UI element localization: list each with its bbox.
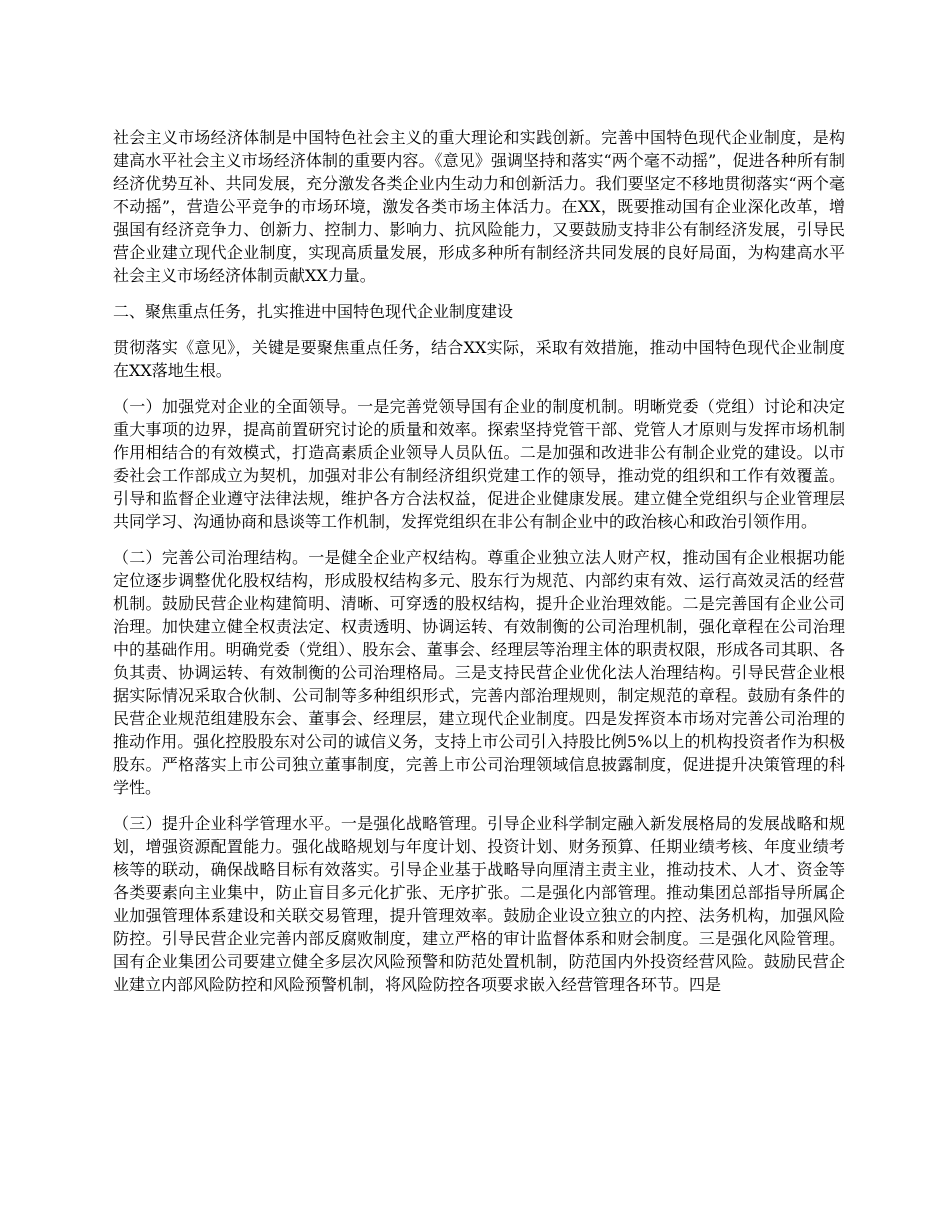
corporate-governance-paragraph: （二）完善公司治理结构。一是健全企业产权结构。尊重企业独立法人财产权，推动国有企业根据功能定位逐步调整优化股权结构，形成股权结构多元、股东行为规范、内部约束有效、运行高效灵活的经营机制。鼓励民营企业构建简明、清晰、可穿透的股权结构，提升企业治理效能。二是完善国有企业公司治理。加快建立健全权责法定、权责透明、协调运转、有效制衡的公司治理机制，强化章程在公司治理中的基础作用。明确党委（党组）、股东会、董事会、经理层等治理主体的职责权限，形成各司其职、各负其责、协调运转、有效制衡的公司治理格局。三是支持民营企业优化法人治理结构。引导民营企业根据实际情况采取合伙制、公司制等多种组织形式，完善内部治理规则，制定规范的章程。鼓励有条件的民营企业规范组建股东会、董事会、经理层，建立现代企业制度。四是发挥资本市场对完善公司治理的推动作用。强化控股股东对公司的诚信义务，支持上市公司引入持股比例5%以上的机构投资者作为积极股东。严格落实上市公司独立董事制度，完善上市公司治理领域信息披露制度，促进提升决策管理的科学性。	[113, 548, 845, 797]
section-heading: 二、聚焦重点任务，扎实推进中国特色现代企业制度建设	[113, 302, 514, 321]
scientific-management-paragraph: （三）提升企业科学管理水平。一是强化战略管理。引导企业科学制定融入新发展格局的发展战略和规划，增强资源配置能力。强化战略规划与年度计划、投资计划、财务预算、任期业绩考核、年度业绩考核等的联动，确保战略目标有效落实。引导企业基于战略导向厘清主责主业，推动技术、人才、资金等各类要素向主业集中，防止盲目多元化扩张、无序扩张。二是强化内部管理。推动集团总部指导所属企业加强管理体系建设和关联交易管理，提升管理效率。鼓励企业设立独立的内控、法务机构，加强风险防控。引导民营企业完善内部反腐败制度，建立严格的审计监督体系和财会制度。三是强化风险管理。国有企业集团公司要建立健全多层次风险预警和防范处置机制，防范国内外投资经营风险。鼓励民营企业建立内部风险防控和风险预警机制，将风险防控各项要求嵌入经营管理各环节。四是	[113, 814, 845, 994]
intro-paragraph: 社会主义市场经济体制是中国特色社会主义的重大理论和实践创新。完善中国特色现代企业制度，是构建高水平社会主义市场经济体制的重要内容。《意见》强调坚持和落实“两个毫不动摇”，促进各种所有制经济优势互补、共同发展，充分激发各类企业内生动力和创新活力。我们要坚定不移地贯彻落实“两个毫不动摇”，营造公平竞争的市场环境，激发各类市场主体活力。在XX，既要推动国有企业深化改革，增强国有经济竞争力、创新力、控制力、影响力、抗风险能力，又要鼓励支持非公有制经济发展，引导民营企业建立现代企业制度，实现高质量发展，形成多种所有制经济共同发展的良好局面，为构建高水平社会主义市场经济体制贡献XX力量。	[113, 128, 845, 285]
party-leadership-paragraph: （一）加强党对企业的全面领导。一是完善党领导国有企业的制度机制。明晰党委（党组）讨论和决定重大事项的边界，提高前置研究讨论的质量和效率。探索坚持党管干部、党管人才原则与发挥市场机制作用相结合的有效模式，打造高素质企业领导人员队伍。二是加强和改进非公有制企业党的建设。以市委社会工作部成立为契机，加强对非公有制经济组织党建工作的领导，推动党的组织和工作有效覆盖。引导和监督企业遵守法律法规，维护各方合法权益，促进企业健康发展。建立健全党组织与企业管理层共同学习、沟通协商和恳谈等工作机制，发挥党组织在非公有制企业中的政治核心和政治引领作用。	[113, 397, 845, 531]
document-page	[113, 126, 845, 1009]
section-lead-paragraph: 贯彻落实《意见》，关键是要聚焦重点任务，结合XX实际，采取有效措施，推动中国特色现代企业制度在XX落地生根。	[113, 338, 845, 380]
